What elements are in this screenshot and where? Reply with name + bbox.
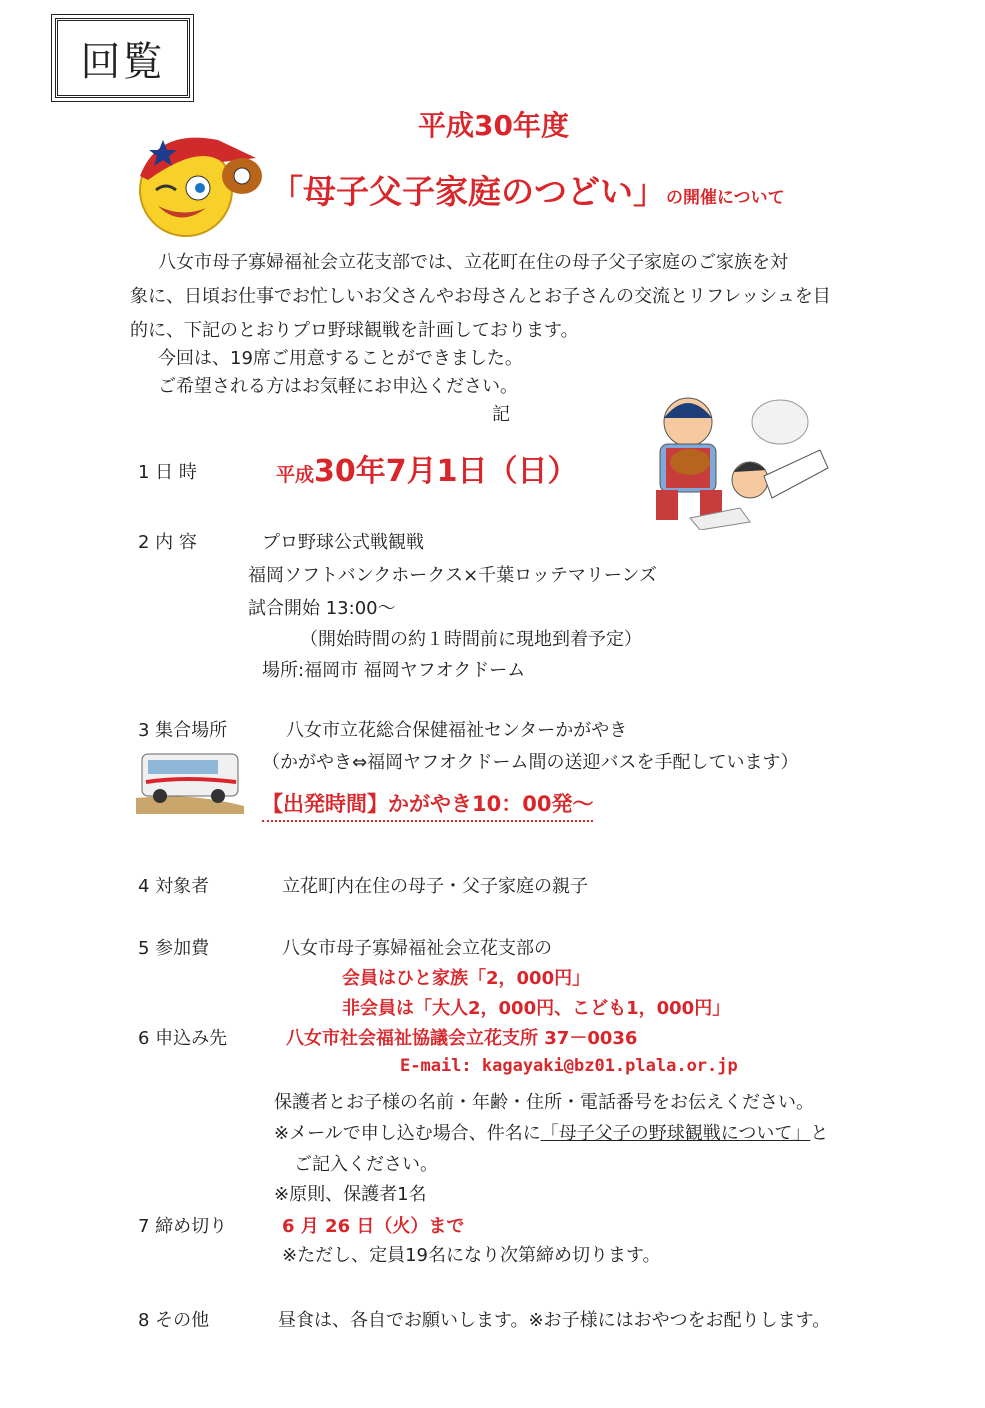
title-suffix: の開催について (666, 188, 785, 208)
date-weekday: （日） (487, 454, 578, 489)
departure-time: 【出発時間】かがやき10：00発～ (262, 788, 593, 822)
kairan-box (55, 18, 190, 98)
date-value: 30年7月1日 (314, 454, 488, 489)
item6-note-4: ※原則、保護者1名 (274, 1184, 427, 1205)
intro-line-3: 的に、下記のとおりプロ野球観戦を計画しております。 (130, 320, 579, 341)
item2-line-2: 福岡ソフトバンクホークス×千葉ロッテマリーンズ (248, 565, 657, 586)
nonmember-fee: 非会員は「大人2，000円、こども1，000円」 (342, 998, 731, 1019)
baseball-mascot-illustration (118, 118, 268, 243)
item2-line-4: （開始時間の約１時間前に現地到着予定） (300, 629, 642, 650)
item6-note-1: 保護者とお子様の名前・年齢・住所・電話番号をお伝えください。 (274, 1092, 814, 1113)
intro-line-1: 八女市母子寡婦福祉会立花支部では、立花町在住の母子父子家庭のご家族を対 (158, 252, 788, 273)
item1-label: 1 日 時 (138, 462, 197, 483)
item8-text: 昼食は、各自でお願いします。※お子様にはおやつをお配りします。 (278, 1310, 831, 1331)
item2-label: 2 内 容 (138, 532, 197, 553)
kairan-label: 回覧 (80, 38, 165, 85)
note-prefix: ※メールで申し込む場合、件名に (274, 1123, 541, 1144)
item7-note: ※ただし、定員19名になり次第締め切ります。 (282, 1245, 661, 1266)
intro-line-5: ご希望される方はお気軽にお申込ください。 (158, 376, 518, 397)
deadline: 6 月 26 日（火）まで (282, 1216, 465, 1237)
intro-line-4: 今回は、19席ご用意することができました。 (158, 348, 523, 369)
email-subject: 「母子父子の野球観戦について」 (540, 1123, 811, 1144)
item5-label: 5 参加費 (138, 938, 210, 959)
item8-label: 8 その他 (138, 1310, 210, 1331)
event-date (276, 446, 578, 490)
item2-line-3: 試合開始 13:00～ (248, 598, 396, 619)
ki-label: 記 (492, 404, 510, 425)
item4-text: 立花町内在住の母子・父子家庭の親子 (282, 876, 588, 897)
bus-illustration (136, 748, 244, 814)
title-event-name: 「母子父子家庭のつどい」 (270, 172, 666, 211)
item3-place: 八女市立花総合保健福祉センターかがやき (286, 720, 628, 741)
item3-label: 3 集合場所 (138, 720, 228, 741)
title-year: 平成30年度 (418, 109, 569, 142)
item2-line-1: プロ野球公式戦観戦 (262, 532, 424, 553)
item3-bus-note: （かがやき⇔福岡ヤフオクドーム間の送迎バスを手配しています） (262, 752, 799, 773)
intro-line-2: 象に、日頃お仕事でお忙しいお父さんやお母さんとお子さんの交流とリフレッシュを目 (130, 286, 831, 307)
date-era: 平成 (276, 464, 315, 486)
contact-email: E-mail: kagayaki@bz01.plala.or.jp (400, 1056, 738, 1076)
item6-label: 6 申込み先 (138, 1028, 228, 1049)
contact-org: 八女市社会福祉協議会立花支所 37－0036 (286, 1028, 638, 1049)
item7-label: 7 締め切り (138, 1216, 228, 1237)
title-main (270, 166, 785, 213)
item6-note-2 (274, 1119, 828, 1145)
item6-note-3: ご記入ください。 (294, 1154, 438, 1175)
baseball-players-illustration (630, 380, 840, 530)
member-fee: 会員はひと家族「2，000円」 (342, 968, 591, 989)
item4-label: 4 対象者 (138, 876, 210, 897)
item5-text: 八女市母子寡婦福祉会立花支部の (282, 938, 552, 959)
item2-line-5: 場所:福岡市 福岡ヤフオクドーム (262, 660, 526, 681)
note-suffix: と (810, 1123, 829, 1144)
